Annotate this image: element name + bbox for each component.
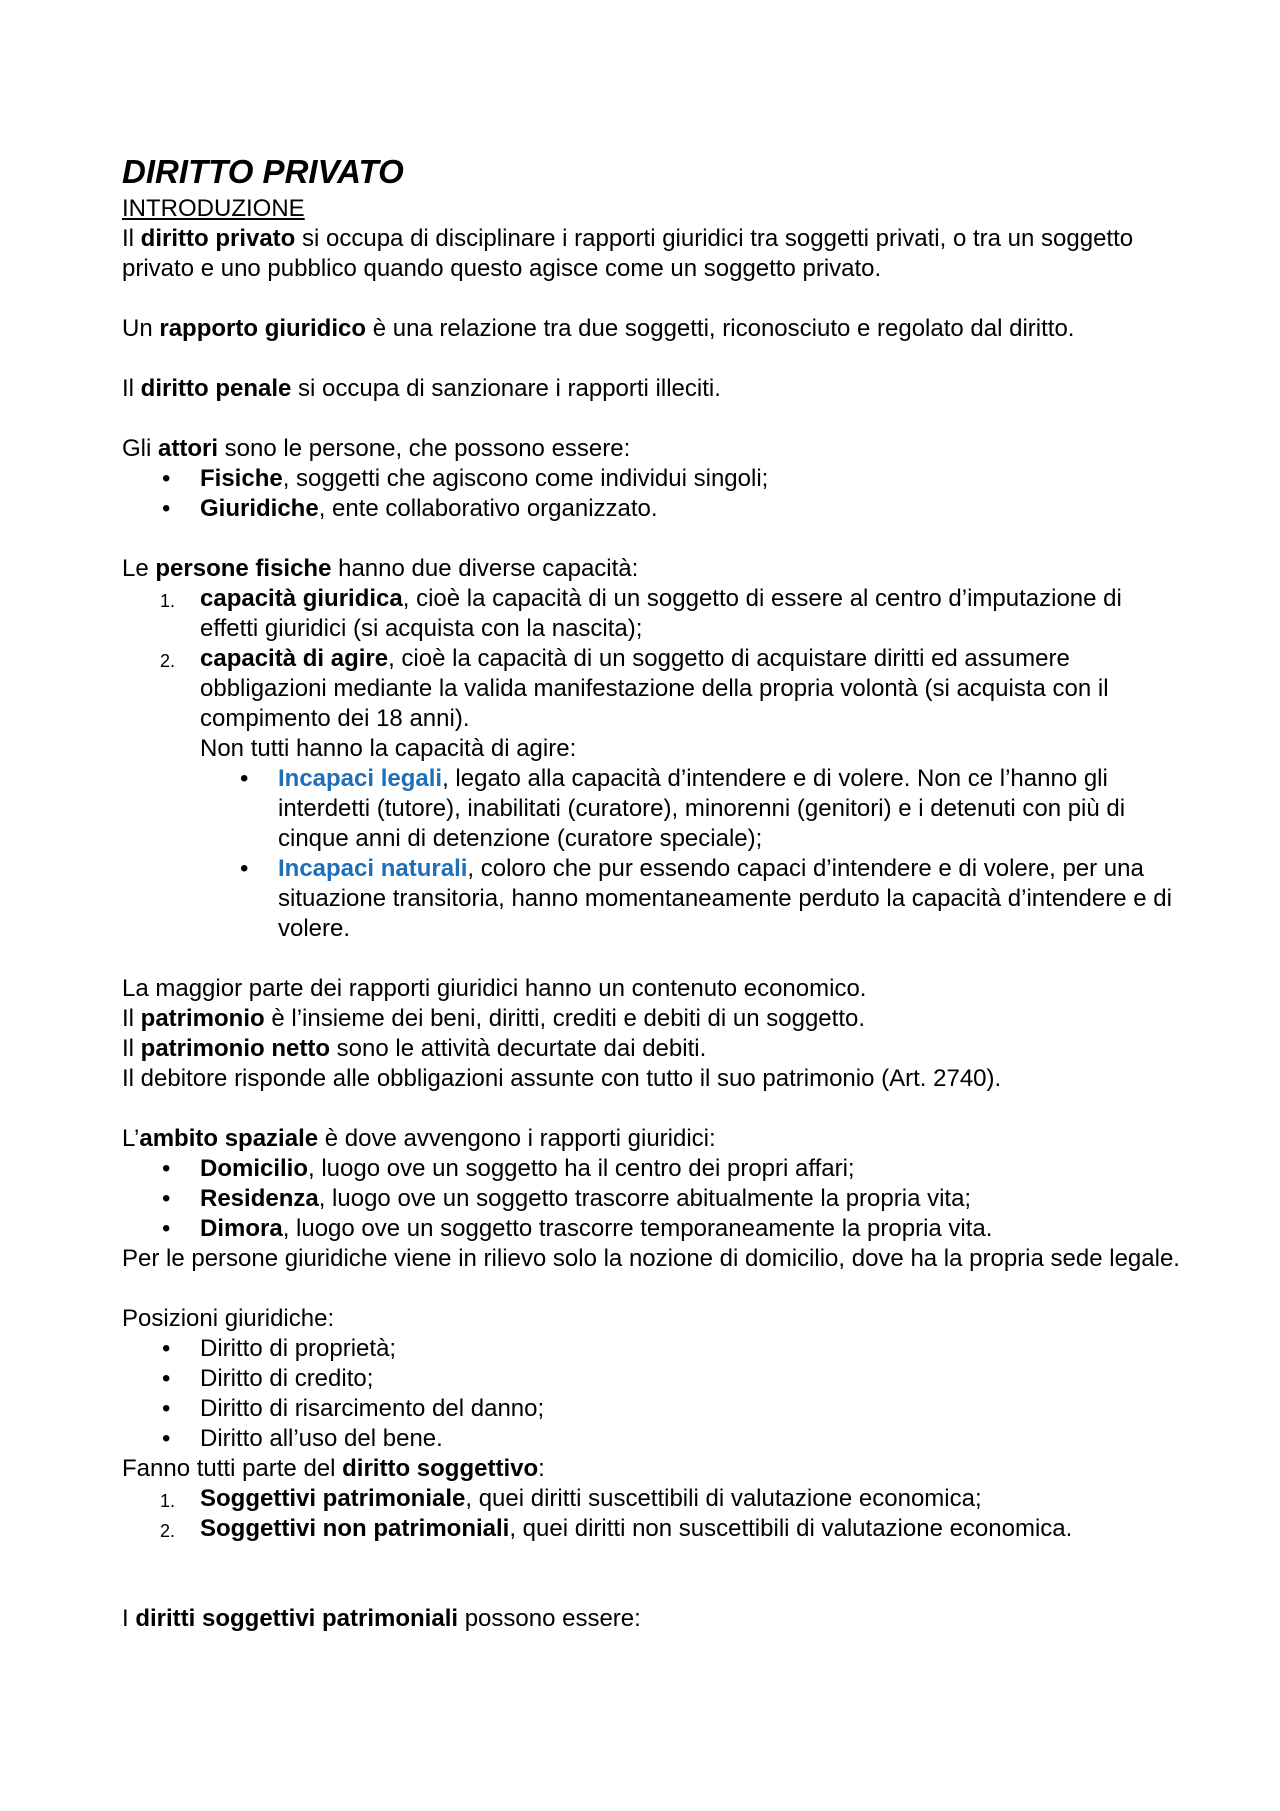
bullet-list [122, 1334, 1182, 1454]
page-title: DIRITTO PRIVATO [122, 153, 404, 190]
bullet-list [122, 464, 1182, 524]
list-item: • Residenza, luogo ove un soggetto trascorre abitualmente la propria vita; [122, 1184, 1182, 1214]
list-item: • Diritto all’uso del bene. [122, 1424, 1182, 1454]
document-page [122, 150, 1182, 1634]
paragraph: Il diritto penale si occupa di sanzionare i rapporti illeciti. [122, 375, 721, 402]
list-item: • Dimora, luogo ove un soggetto trascorre temporaneamente la propria vita. [122, 1214, 1182, 1244]
numbered-list [122, 584, 1182, 764]
list-item: • Incapaci legali, legato alla capacità d’intendere e di volere. Non ce l’hanno gli interdetti (tutore), inabilitati (curatore), minorenni (genitori) e i detenuti con più di cinque anni di detenzione (curatore speciale); [122, 764, 1182, 854]
list-item: • Diritto di risarcimento del danno; [122, 1394, 1182, 1424]
list-item: • Domicilio, luogo ove un soggetto ha il centro dei propri affari; [122, 1154, 1182, 1184]
bullet-list [122, 1154, 1182, 1244]
paragraph: Il patrimonio netto sono le attività decurtate dai debiti. [122, 1035, 707, 1062]
paragraph: La maggior parte dei rapporti giuridici hanno un contenuto economico. [122, 975, 867, 1002]
paragraph: Il debitore risponde alle obbligazioni assunte con tutto il suo patrimonio (Art. 2740). [122, 1065, 1002, 1092]
paragraph: Le persone fisiche hanno due diverse capacità: [122, 555, 639, 582]
paragraph: Il patrimonio è l’insieme dei beni, diritti, crediti e debiti di un soggetto. [122, 1005, 865, 1032]
list-item: • Incapaci naturali, coloro che pur essendo capaci d’intendere e di volere, per una situazione transitoria, hanno momentaneamente perduto la capacità d’intendere e di volere. [122, 854, 1182, 944]
list-item: 2. Soggettivi non patrimoniali, quei diritti non suscettibili di valutazione economica. [160, 1515, 1073, 1542]
list-item: • Diritto di credito; [122, 1364, 1182, 1394]
bullet-list-nested [122, 764, 1182, 944]
paragraph: L’ambito spaziale è dove avvengono i rapporti giuridici: [122, 1125, 716, 1152]
list-item: 2. capacità di agire, cioè la capacità di un soggetto di acquistare diritti ed assumere obbligazioni mediante la valida manifestazione della propria volontà (si acquista con il compimento dei 18 anni). Non tutti hanno la capacità di agire: [160, 645, 1109, 762]
paragraph: Un rapporto giuridico è una relazione tra due soggetti, riconosciuto e regolato dal diritto. [122, 315, 1075, 342]
paragraph: Fanno tutti parte del diritto soggettivo: [122, 1455, 545, 1482]
paragraph: Per le persone giuridiche viene in rilievo solo la nozione di domicilio, dove ha la propria sede legale. [122, 1245, 1180, 1272]
numbered-list [122, 1484, 1182, 1544]
list-item: 1. capacità giuridica, cioè la capacità di un soggetto di essere al centro d’imputazione di effetti giuridici (si acquista con la nascita); [160, 585, 1122, 642]
paragraph: Il diritto privato si occupa di disciplinare i rapporti giuridici tra soggetti privati, o tra un soggetto privato e uno pubblico quando questo agisce come un soggetto privato. [122, 225, 1134, 282]
paragraph: Gli attori sono le persone, che possono essere: [122, 435, 631, 462]
list-item: 1. Soggettivi patrimoniale, quei diritti suscettibili di valutazione economica; [160, 1485, 982, 1512]
list-item: • Giuridiche, ente collaborativo organizzato. [122, 494, 1182, 524]
list-item: • Fisiche, soggetti che agiscono come individui singoli; [122, 464, 1182, 494]
paragraph: I diritti soggettivi patrimoniali possono essere: [122, 1605, 641, 1632]
paragraph: Posizioni giuridiche: [122, 1305, 335, 1332]
section-heading: INTRODUZIONE [122, 195, 305, 222]
list-item: • Diritto di proprietà; [122, 1334, 1182, 1364]
